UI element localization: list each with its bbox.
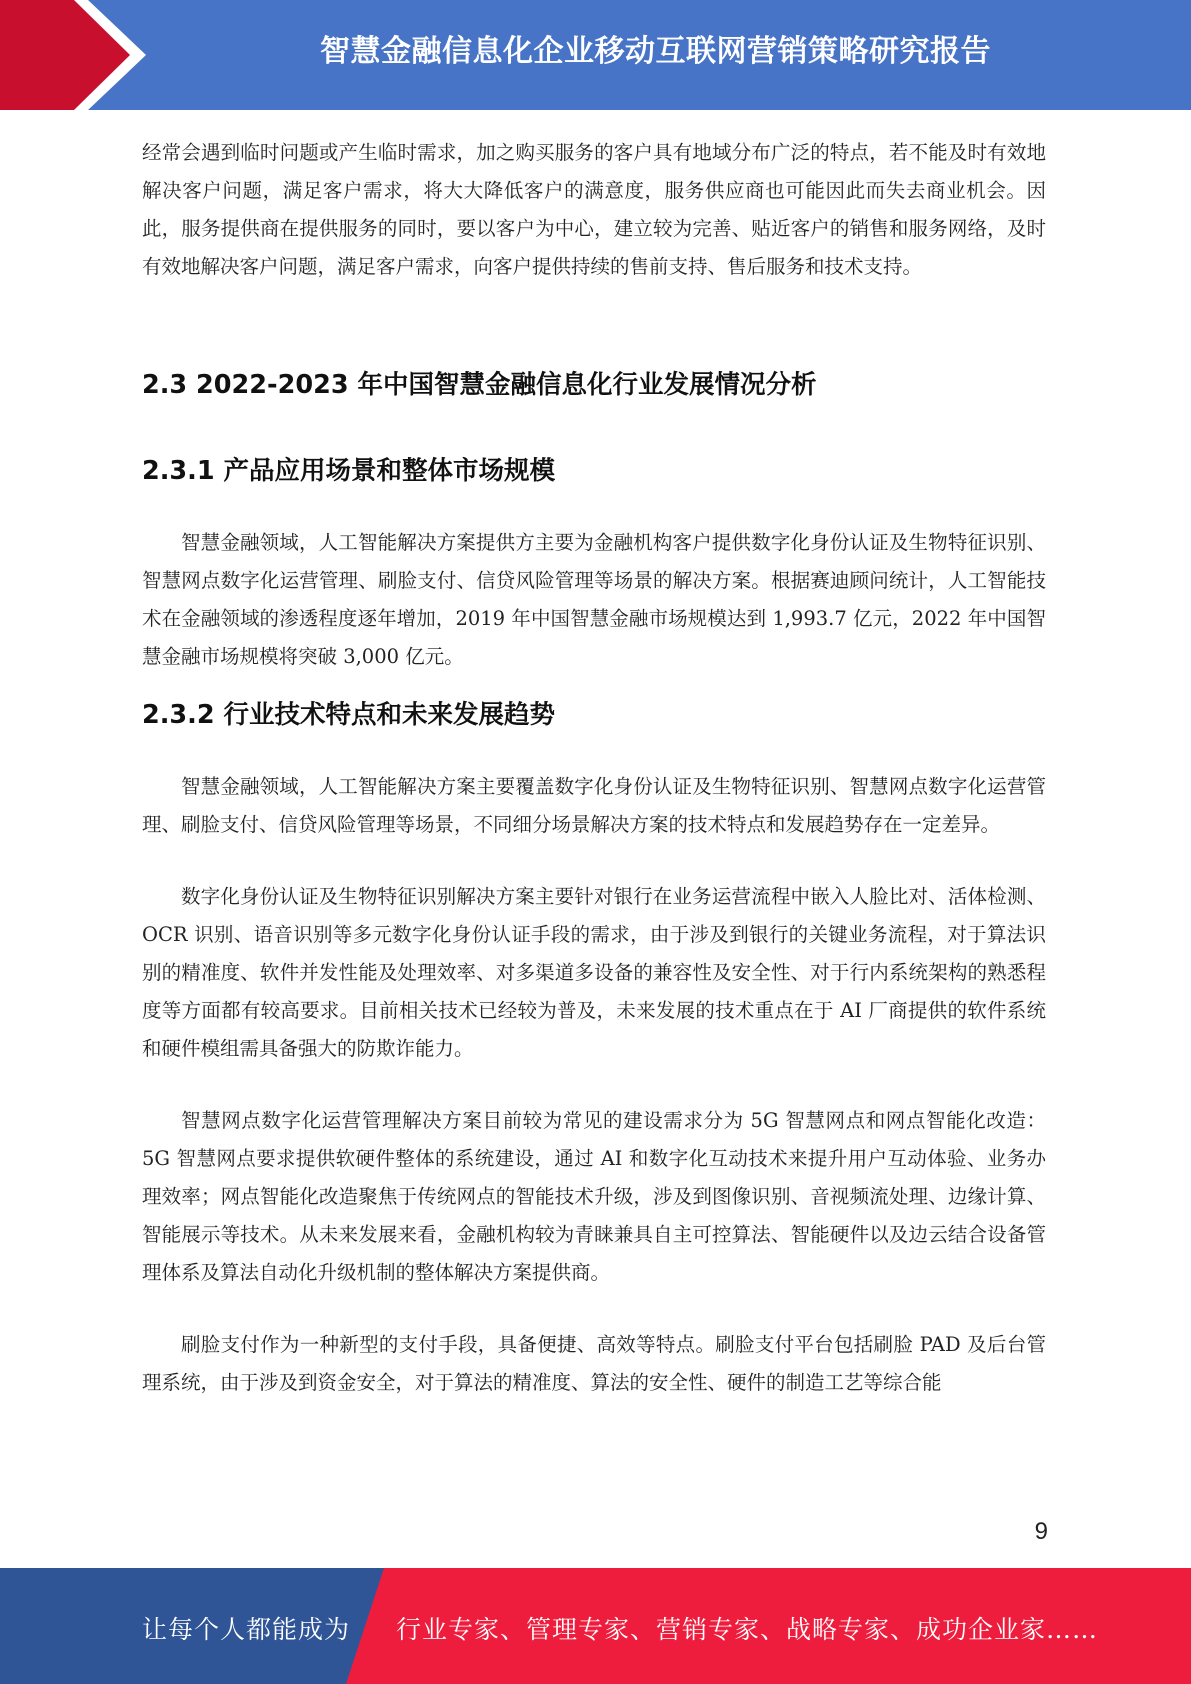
page-header	[0, 0, 1191, 110]
section-2-3-2-paragraph: 刷脸支付作为一种新型的支付手段，具备便捷、高效等特点。刷脸支付平台包括刷脸 PAD 及后台管理系统，由于涉及到资金安全，对于算法的精准度、算法的安全性、硬件的制造工艺等综合能	[142, 1333, 1046, 1394]
intro-paragraph: 经常会遇到临时问题或产生临时需求，加之购买服务的客户具有地域分布广泛的特点，若不能及时有效地解决客户问题，满足客户需求，将大大降低客户的满意度，服务供应商也可能因此而失去商业机会。因此，服务提供商在提供服务的同时，要以客户为中心，建立较为完善、贴近客户的销售和服务网络，及时有效地解决客户问题，满足客户需求，向客户提供持续的售前支持、售后服务和技术支持。	[142, 141, 1046, 278]
page-number: 9	[1034, 1518, 1048, 1545]
footer-slogan-lead: 让每个人都能成为	[142, 1615, 351, 1644]
section-2-3-1-paragraph: 智慧金融领域，人工智能解决方案提供方主要为金融机构客户提供数字化身份认证及生物特征识别、智慧网点数字化运营管理、刷脸支付、信贷风险管理等场景的解决方案。根据赛迪顾问统计，人工智能技术在金融领域的渗透程度逐年增加，2019 年中国智慧金融市场规模达到 1,993.7 亿元，2022 年中国智慧金融市场规模将突破 3,000 亿元。	[142, 531, 1046, 668]
footer-slogan-roles: 行业专家、管理专家、营销专家、战略专家、成功企业家……	[396, 1615, 1099, 1644]
section-2-3-2-paragraph: 数字化身份认证及生物特征识别解决方案主要针对银行在业务运营流程中嵌入人脸比对、活体检测、OCR 识别、语音识别等多元数字化身份认证手段的需求，由于涉及到银行的关键业务流程，对于算法识别的精准度、软件并发性能及处理效率、对多渠道多设备的兼容性及安全性、对于行内系统架构的熟悉程度等方面都有较高要求。目前相关技术已经较为普及，未来发展的技术重点在于 AI 厂商提供的软件系统和硬件模组需具备强大的防欺诈能力。	[142, 885, 1046, 1060]
section-2-3-2-heading: 2.3.2 行业技术特点和未来发展趋势	[142, 700, 555, 730]
page-content	[142, 134, 1046, 1402]
page-footer	[0, 1568, 1191, 1684]
section-2-3-2-paragraph: 智慧网点数字化运营管理解决方案目前较为常见的建设需求分为 5G 智慧网点和网点智能化改造：5G 智慧网点要求提供软硬件整体的系统建设，通过 AI 和数字化互动技术来提升用户互动体验、业务办理效率；网点智能化改造聚焦于传统网点的智能技术升级，涉及到图像识别、音视频流处理、边缘计算、智能展示等技术。从未来发展来看，金融机构较为青睐兼具自主可控算法、智能硬件以及边云结合设备管理体系及算法自动化升级机制的整体解决方案提供商。	[142, 1109, 1046, 1284]
section-2-3-1-heading: 2.3.1 产品应用场景和整体市场规模	[142, 456, 555, 486]
report-title: 智慧金融信息化企业移动互联网营销策略研究报告	[320, 34, 991, 69]
section-2-3-heading: 2.3 2022-2023 年中国智慧金融信息化行业发展情况分析	[142, 370, 817, 400]
section-2-3-2-paragraph: 智慧金融领域，人工智能解决方案主要覆盖数字化身份认证及生物特征识别、智慧网点数字化运营管理、刷脸支付、信贷风险管理等场景，不同细分场景解决方案的技术特点和发展趋势存在一定差异。	[142, 775, 1046, 836]
